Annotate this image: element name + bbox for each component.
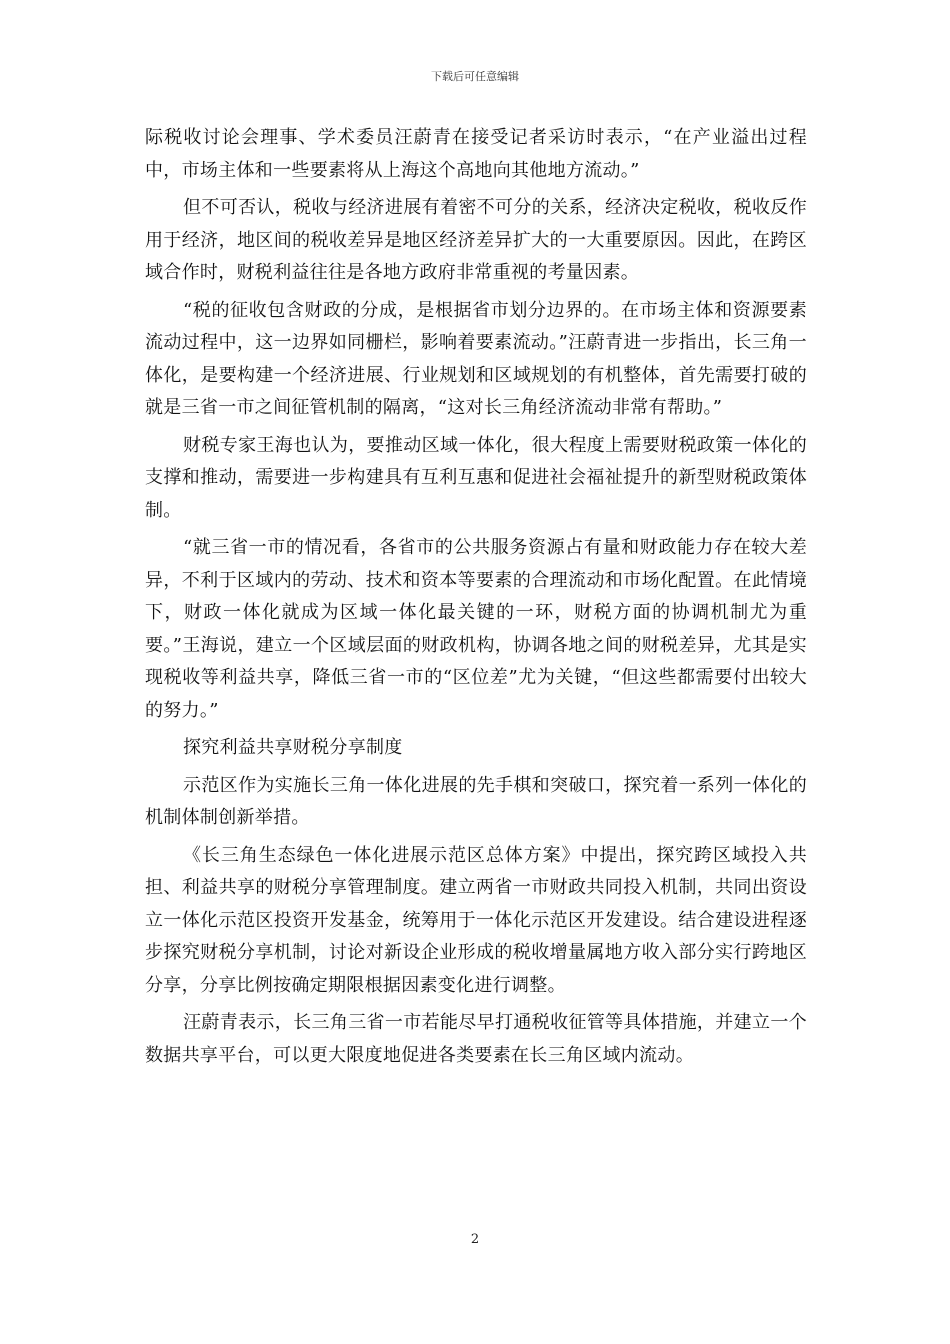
paragraph: 示范区作为实施长三角一体化进展的先手棋和突破口，探究着一系列一体化的机制体制创新举措。	[145, 774, 807, 828]
document-body	[145, 122, 807, 1077]
section-heading: 探究利益共享财税分享制度	[183, 737, 403, 758]
paragraph: 财税专家王海也认为，要推动区域一体化，很大程度上需要财税政策一体化的支撑和推动，需要进一步构建具有互利互惠和促进社会福祉提升的新型财税政策体制。	[145, 434, 807, 521]
page-header: 下载后可任意编辑	[431, 70, 519, 83]
paragraph: “就三省一市的情况看，各省市的公共服务资源占有量和财政能力存在较大差异，不利于区域内的劳动、技术和资本等要素的合理流动和市场化配置。在此情境下，财政一体化就成为区域一体化最关键的一环，财税方面的协调机制尤为重要。”王海说，建立一个区域层面的财政机构，协调各地之间的财税差异，尤其是实现税收等利益共享，降低三省一市的“区位差”尤为关键，“但这些都需要付出较大的努力。”	[145, 537, 807, 721]
page-number: 2	[470, 1232, 480, 1247]
paragraph: 汪蔚青表示，长三角三省一市若能尽早打通税收征管等具体措施，并建立一个数据共享平台，可以更大限度地促进各类要素在长三角区域内流动。	[145, 1012, 807, 1066]
paragraph: “税的征收包含财政的分成，是根据省市划分边界的。在市场主体和资源要素流动过程中，这一边界如同栅栏，影响着要素流动。”汪蔚青进一步指出，长三角一体化，是要构建一个经济进展、行业规划和区域规划的有机整体，首先需要打破的就是三省一市之间征管机制的隔离，“这对长三角经济流动非常有帮助。”	[145, 299, 807, 418]
paragraph: 《长三角生态绿色一体化进展示范区总体方案》中提出，探究跨区域投入共担、利益共享的财税分享管理制度。建立两省一市财政共同投入机制，共同出资设立一体化示范区投资开发基金，统筹用于一体化示范区开发建设。结合建设进程逐步探究财税分享机制，讨论对新设企业形成的税收增量属地方收入部分实行跨地区分享，分享比例按确定期限根据因素变化进行调整。	[145, 844, 807, 996]
paragraph: 但不可否认，税收与经济进展有着密不可分的关系，经济决定税收，税收反作用于经济，地区间的税收差异是地区经济差异扩大的一大重要原因。因此，在跨区域合作时，财税利益往往是各地方政府非常重视的考量因素。	[145, 197, 807, 283]
paragraph-continuation: 际税收讨论会理事、学术委员汪蔚青在接受记者采访时表示，“在产业溢出过程中，市场主体和一些要素将从上海这个高地向其他地方流动。”	[145, 127, 807, 181]
